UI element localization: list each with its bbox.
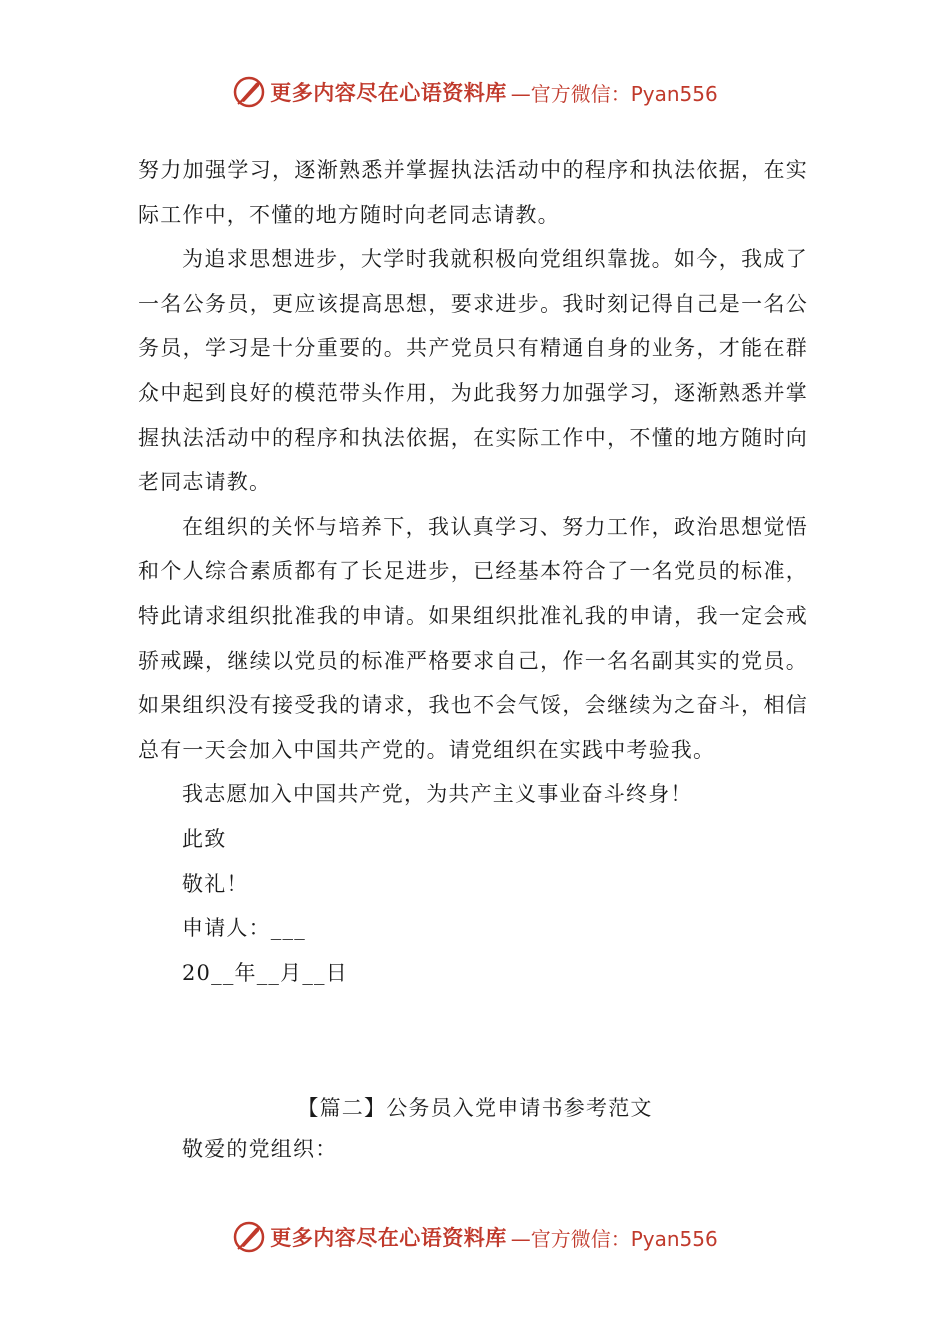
date-line: 20__年__月__日 [182,960,348,985]
footer-banner [0,1217,950,1257]
section-salutation: 敬爱的党组织： [182,1137,338,1161]
closing-regards: 敬礼！ [182,871,249,896]
banner-brand: 更多内容尽在心语资料库 [270,80,507,105]
paragraph-thought-progress: 为追求思想进步，大学时我就积极向党组织靠拢。如今，我成了一名公务员，更应该提高思想，要求进步。我时刻记得自己是一名公务员，学习是十分重要的。共产党员只有精通自身的业务，才能在群众中起到良好的模范带头作用，为此我努力加强学习，逐渐熟悉并掌握执法活动中的程序和执法依据，在实际工作中，不懂的地方随时向老同志请教。 [138,247,808,495]
banner-brand: 更多内容尽在心语资料库 [270,1225,507,1250]
pledge-line: 我志愿加入中国共产党，为共产主义事业奋斗终身！ [182,782,693,807]
closing-salutation: 此致 [182,826,227,851]
banner-contact: —官方微信：Pyan556 [510,1226,718,1251]
header-banner [0,72,950,112]
banner-contact: —官方微信：Pyan556 [510,81,718,106]
document-body [138,148,808,995]
section-title: 【篇二】公务员入党申请书参考范文 [297,1096,653,1120]
applicant-line: 申请人：___ [182,916,306,941]
paragraph-continuation: 努力加强学习，逐渐熟悉并掌握执法活动中的程序和执法依据，在实际工作中，不懂的地方随时向老同志请教。 [138,158,808,227]
quill-logo-icon [232,1220,266,1254]
quill-logo-icon [232,75,266,109]
paragraph-request: 在组织的关怀与培养下，我认真学习、努力工作，政治思想觉悟和个人综合素质都有了长足进步，已经基本符合了一名党员的标准，特此请求组织批准我的申请。如果组织批准礼我的申请，我一定会戒骄戒躁，继续以党员的标准严格要求自己，作一名名副其实的党员。如果组织没有接受我的请求，我也不会气馁，会继续为之奋斗，相信总有一天会加入中国共产党的。请党组织在实践中考验我。 [138,514,808,762]
